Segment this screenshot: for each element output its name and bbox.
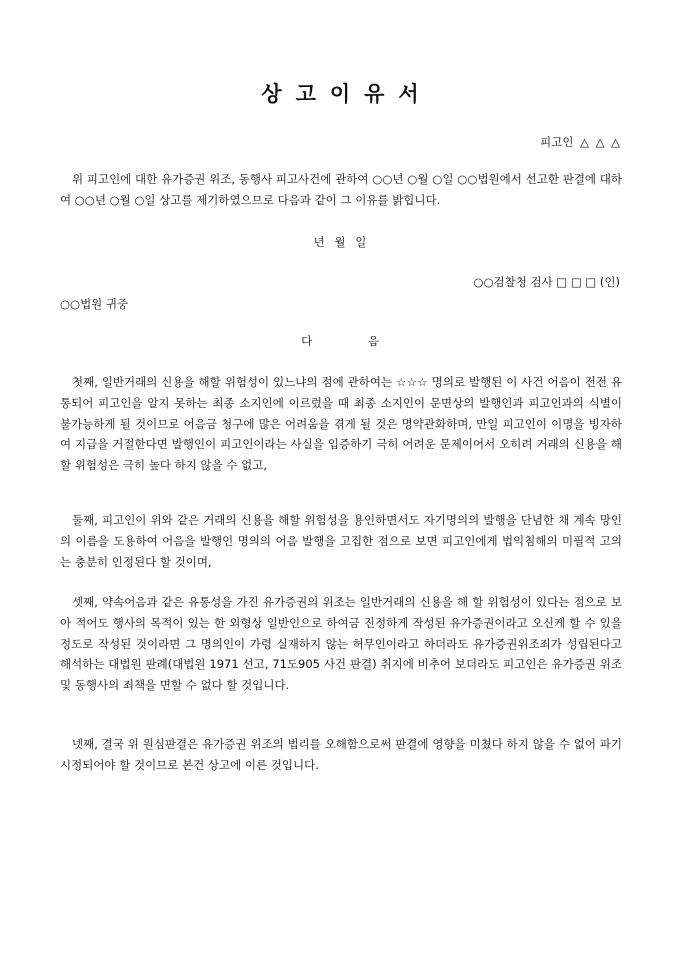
- reason-paragraph-2: 둘째, 피고인이 위와 같은 거래의 신용을 해할 위험성을 용인하면서도 자기명의의 발행을 단념한 채 계속 망인의 이름을 도용하여 어음을 발행인 명의의 어음 발행을 고집한 점으로 보면 피고인에게 법익침해의 미필적 고의는 충분히 인정된다 할 것이며,: [60, 513, 622, 569]
- defendant-name: 피고인 △ △ △: [540, 135, 620, 149]
- date-line: 년 월 일: [313, 235, 367, 249]
- intro-paragraph: 위 피고인에 대한 유가증권 위조, 동행사 피고사건에 관하여 ○○년 ○월 ○일 ○○법원에서 선고한 판결에 대하여 ○○년 ○월 ○일 상고를 제기하였으므로 다음과 같이 그 이유를 밝힙니다.: [60, 172, 622, 207]
- section-heading: 다 음: [301, 334, 379, 348]
- reason-paragraph-4: 넷째, 결국 위 원심판결은 유가증권 위조의 법리를 오해함으로써 판결에 영향을 미쳤다 하지 않을 수 없어 파기시정되어야 할 것이므로 본건 상고에 이른 것입니다.: [60, 737, 622, 772]
- court-addressee: ○○법원 귀중: [60, 297, 129, 311]
- reason-paragraph-3: 셋째, 약속어음과 같은 유통성을 가진 유가증권의 위조는 일반거래의 신용을 해 할 위험성이 있다는 점으로 보아 적어도 행사의 목적이 있는 한 외형상 일반인으로 하여금 진정하게 작성된 유가증권이라고 오신케 할 수 있을 정도로 작성된 것이라면 그 명의인이 가령 실재하지 않는 허무인이라고 하더라도 유가증권위조죄가 성립된다고 해석하는 대법원 판례(대법원 1971 선고, 71도905 사건 판결) 취지에 비추어 보더라도 피고인은 유가증권 위조 및 동행사의 죄책을 면할 수 없다 할 것입니다.: [60, 595, 622, 693]
- reason-paragraph-1: 첫째, 일반거래의 신용을 해할 위험성이 있느냐의 점에 관하여는 ☆☆☆ 명의로 발행된 이 사건 어음이 전전 유통되어 피고인을 알지 못하는 최종 소지인에 이르렀을 때 최종 소지인이 문면상의 발행인과 피고인과의 식별이 불가능하게 될 것이므로 어음금 청구에 많은 어려움을 겪게 될 것은 명약관화하며, 만일 피고인이 이명을 빙자하여 지급을 거절한다면 발행인이 피고인이라는 사실을 입증하기 극히 어려운 문제이어서 오히려 거래의 신용을 해할 위험성은 극히 높다 하지 않을 수 없고,: [60, 375, 622, 473]
- document-title: 상고이유서: [261, 81, 433, 106]
- prosecutor-signature: ○○검찰청 검사 □ □ □ (인): [473, 275, 620, 289]
